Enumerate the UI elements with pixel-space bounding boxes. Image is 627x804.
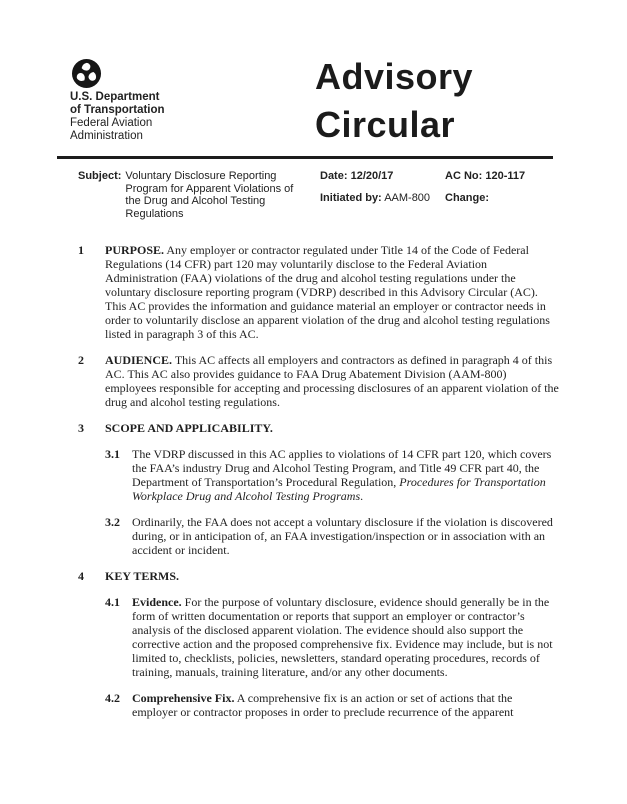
dept-line-2: of Transportation bbox=[70, 104, 165, 116]
dept-line-3: Federal Aviation bbox=[70, 117, 153, 129]
section-paragraph bbox=[105, 569, 560, 719]
subject-value: Voluntary Disclosure Reporting Program for Apparent Violations of the Drug and Alcohol Testing Regulations bbox=[125, 170, 294, 220]
subsection-number: 3.2 bbox=[105, 515, 120, 529]
section-3-scope bbox=[78, 421, 560, 557]
section-heading: KEY TERMS. bbox=[105, 569, 180, 583]
us-dot-triskelion-icon bbox=[71, 58, 102, 89]
ac-number-field bbox=[445, 170, 595, 183]
subsection-text: Ordinarily, the FAA does not accept a voluntary disclosure if the violation is discovered during, or in anticipation of, an FAA investigation/inspection or in association with an accident or incident. bbox=[132, 515, 553, 557]
section-heading: SCOPE AND APPLICABILITY. bbox=[105, 421, 273, 435]
subsection-text bbox=[132, 447, 560, 503]
subject-field bbox=[78, 170, 320, 220]
initiated-label: Initiated by: bbox=[320, 191, 382, 204]
section-number: 1 bbox=[78, 243, 84, 257]
subsection-text-tail: . bbox=[360, 489, 364, 503]
subsection-term: Comprehensive Fix. bbox=[132, 691, 235, 705]
date-column bbox=[320, 170, 445, 220]
subsection-text-regular: A comprehensive fix is an action or set of actions that the employer or contractor proposes in order to preclude recurrence of the apparent bbox=[132, 691, 514, 719]
section-text: Any employer or contractor regulated under Title 14 of the Code of Federal Regulations (14 CFR) part 120 may voluntarily disclose to the Federal Aviation Administration (FAA) violations of the drug and alcohol testing regulations under the voluntary disclosure reporting program (VDRP) described in this Advisory Circular (AC). This AC provides the information and guidance material an employer or contractor needs in order to voluntarily disclose an apparent violation of the drug and alcohol testing regulations listed in paragraph 3 of this AC. bbox=[105, 243, 550, 341]
subsection-text-regular: The VDRP discussed in this AC applies to violations of 14 CFR part 120, which covers the FAA’s industry Drug and Alcohol Testing Program, and Title 49 CFR part 40, the Department of Transportation’s Procedural Regulation, bbox=[132, 447, 552, 489]
subsection-3-1 bbox=[105, 447, 560, 503]
document-title bbox=[315, 53, 473, 149]
ac-column bbox=[445, 170, 595, 220]
initiated-value: AAM-800 bbox=[384, 191, 431, 204]
subsection-3-2 bbox=[105, 515, 560, 557]
change-label: Change: bbox=[445, 191, 489, 204]
meta-block bbox=[78, 170, 595, 220]
agency-block bbox=[70, 91, 165, 143]
subsection-term: Evidence. bbox=[132, 595, 182, 609]
subsection-text bbox=[132, 691, 560, 719]
section-number: 4 bbox=[78, 569, 84, 583]
dept-line-1: U.S. Department bbox=[70, 91, 160, 103]
change-field bbox=[445, 192, 595, 205]
section-4-key-terms bbox=[78, 569, 560, 719]
subsection-number: 4.2 bbox=[105, 691, 120, 705]
section-text: This AC affects all employers and contractors as defined in paragraph 4 of this AC. This AC also provides guidance to FAA Drug Abatement Division (AAM-800) employees responsible for accepting and processing disclosures of an apparent violation of the drug and alcohol testing regulations. bbox=[105, 353, 559, 409]
subsection-4-2 bbox=[105, 691, 560, 719]
date-value: 12/20/17 bbox=[350, 170, 394, 182]
initiated-field bbox=[320, 192, 445, 205]
subsection-text-italic: Procedures for Transportation Workplace Drug and Alcohol Testing Programs bbox=[132, 475, 546, 503]
subsection-4-1 bbox=[105, 595, 560, 679]
section-paragraph bbox=[105, 353, 560, 409]
section-1-purpose bbox=[78, 243, 560, 341]
ac-number-value: 120-117 bbox=[485, 170, 526, 182]
subject-label: Subject: bbox=[78, 170, 122, 182]
section-paragraph bbox=[105, 421, 560, 557]
document-body bbox=[78, 243, 560, 731]
section-heading: AUDIENCE. bbox=[105, 353, 173, 367]
header-divider bbox=[57, 156, 553, 159]
subsection-text bbox=[132, 595, 560, 679]
section-2-audience bbox=[78, 353, 560, 409]
subsection-number: 4.1 bbox=[105, 595, 120, 609]
subsection-text-regular: For the purpose of voluntary disclosure, evidence should generally be in the form of written documentation or reports that support an employer or contractor’s analysis of the disclosed apparent violation. The evidence should also support the corrective action and the proposed comprehensive fix. Evidence may include, but is not limited to, checklists, policies, newsletters, standard operating procedures, records of training, manuals, training literature, and/or any other documents. bbox=[132, 595, 553, 679]
date-label: Date: bbox=[320, 170, 348, 182]
subsection-number: 3.1 bbox=[105, 447, 120, 461]
section-heading: PURPOSE. bbox=[105, 243, 165, 257]
section-number: 3 bbox=[78, 421, 84, 435]
ac-number-label: AC No: bbox=[445, 170, 483, 182]
title-line-1: Advisory bbox=[315, 56, 474, 97]
section-paragraph bbox=[105, 243, 560, 341]
section-number: 2 bbox=[78, 353, 84, 367]
dept-line-4: Administration bbox=[70, 130, 143, 142]
date-field bbox=[320, 170, 445, 183]
title-line-2: Circular bbox=[315, 104, 456, 145]
